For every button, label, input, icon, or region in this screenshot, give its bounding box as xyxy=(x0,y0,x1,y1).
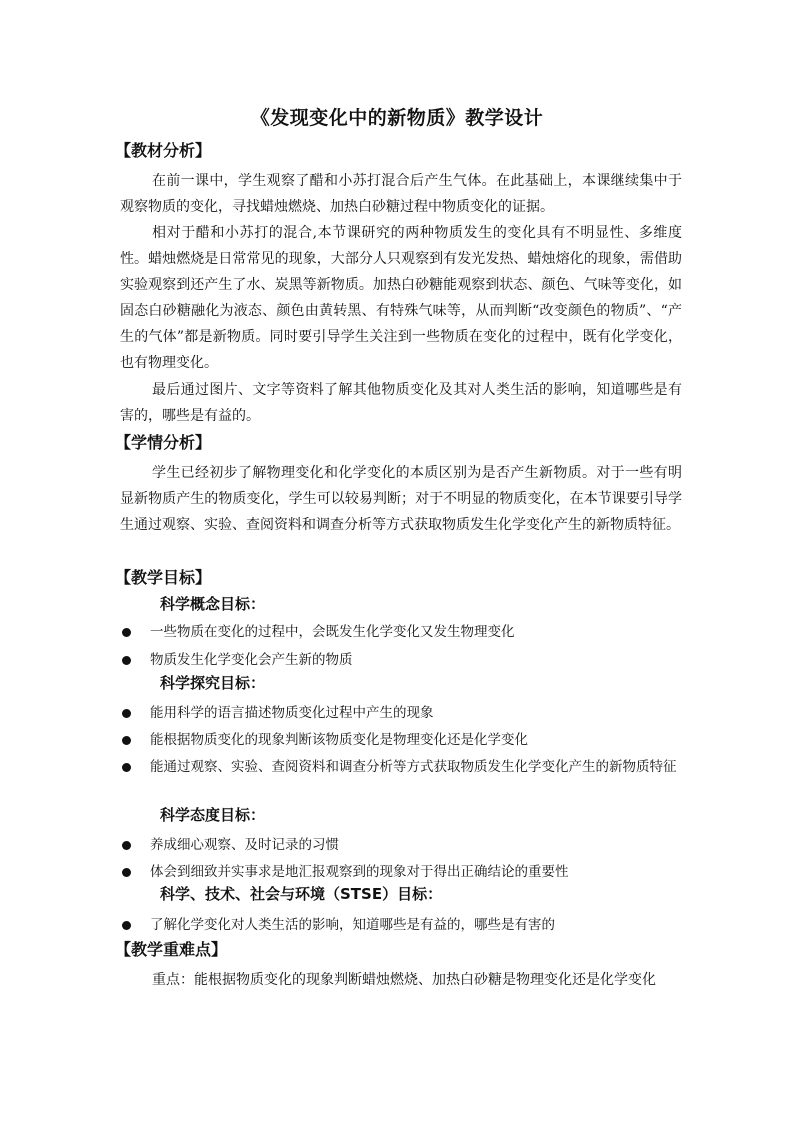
bullet-dot-icon xyxy=(122,841,131,850)
textbook-paragraph-2: 相对于醋和小苏打的混合,本节课研究的两种物质发生的变化具有不明显性、多维度性。蜡烛燃烧是日常常见的现象，大部分人只观察到有发光发热、蜡烛熔化的现象，需借助实验观察到还产生了水、炭黑等新物质。加热白砂糖能观察到状态、颜色、气味等变化，如固态白砂糖融化为液态、颜色由黄转黑、有特殊气味等，从而判断“改变颜色的物质”、“产生的气体”都是新物质。同时要引导学生关注到一些物质在变化的过程中，既有化学变化，也有物理变化。 xyxy=(120,225,682,371)
concept-goal-item: 物质发生化学变化会产生新的物质 xyxy=(122,648,682,673)
bullet-dot-icon xyxy=(122,921,131,930)
section-heading-textbook-analysis: 【教材分析】 xyxy=(115,141,212,160)
section-heading-student-analysis: 【学情分析】 xyxy=(115,433,212,452)
key-points-paragraph: 重点：能根据物质变化的现象判断蜡烛燃烧、加热白砂糖是物理变化还是化学变化 xyxy=(152,972,656,988)
document-title: 《发现变化中的新物质》教学设计 xyxy=(250,107,544,129)
section-heading-key-points: 【教学重难点】 xyxy=(115,940,228,959)
inquiry-goal-item: 能用科学的语言描述物质变化过程中产生的现象 xyxy=(122,701,682,726)
attitude-goal-item: 体会到细致并实事求是地汇报观察到的现象对于得出正确结论的重要性 xyxy=(122,860,682,885)
bullet-dot-icon xyxy=(122,868,131,877)
bullet-dot-icon xyxy=(122,763,131,772)
stse-goals-label: 科学、技术、社会与环境（STSE）目标： xyxy=(160,885,443,903)
stse-goal-item: 了解化学变化对人类生活的影响，知道哪些是有益的，哪些是有害的 xyxy=(122,913,682,938)
bullet-dot-icon xyxy=(122,709,131,718)
textbook-paragraph-1: 在前一课中，学生观察了醋和小苏打混合后产生气体。在此基础上，本课继续集中于观察物质的变化，寻找蜡烛燃烧、加热白砂糖过程中物质变化的证据。 xyxy=(120,173,682,215)
bullet-dot-icon xyxy=(122,656,131,665)
concept-goals-label: 科学概念目标： xyxy=(160,595,266,613)
student-analysis-paragraph: 学生已经初步了解物理变化和化学变化的本质区别为是否产生新物质。对于一些有明显新物质产生的物质变化，学生可以较易判断；对于不明显的物质变化，在本节课要引导学生通过观察、实验、查阅资料和调查分析等方式获取物质发生化学变化产生的新物质特征。 xyxy=(120,465,682,533)
textbook-paragraph-3: 最后通过图片、文字等资料了解其他物质变化及其对人类生活的影响，知道哪些是有害的，哪些是有益的。 xyxy=(120,382,682,424)
concept-goal-item: 一些物质在变化的过程中，会既发生化学变化又发生物理变化 xyxy=(122,620,682,645)
inquiry-goals-label: 科学探究目标： xyxy=(160,674,266,692)
section-heading-teaching-goals: 【教学目标】 xyxy=(115,568,212,587)
bullet-dot-icon xyxy=(122,628,131,637)
bullet-dot-icon xyxy=(122,736,131,745)
attitude-goals-label: 科学态度目标： xyxy=(160,806,266,824)
attitude-goal-item: 养成细心观察、及时记录的习惯 xyxy=(122,833,682,858)
inquiry-goal-item: 能通过观察、实验、查阅资料和调查分析等方式获取物质发生化学变化产生的新物质特征 xyxy=(122,755,682,780)
inquiry-goal-item: 能根据物质变化的现象判断该物质变化是物理变化还是化学变化 xyxy=(122,728,682,753)
